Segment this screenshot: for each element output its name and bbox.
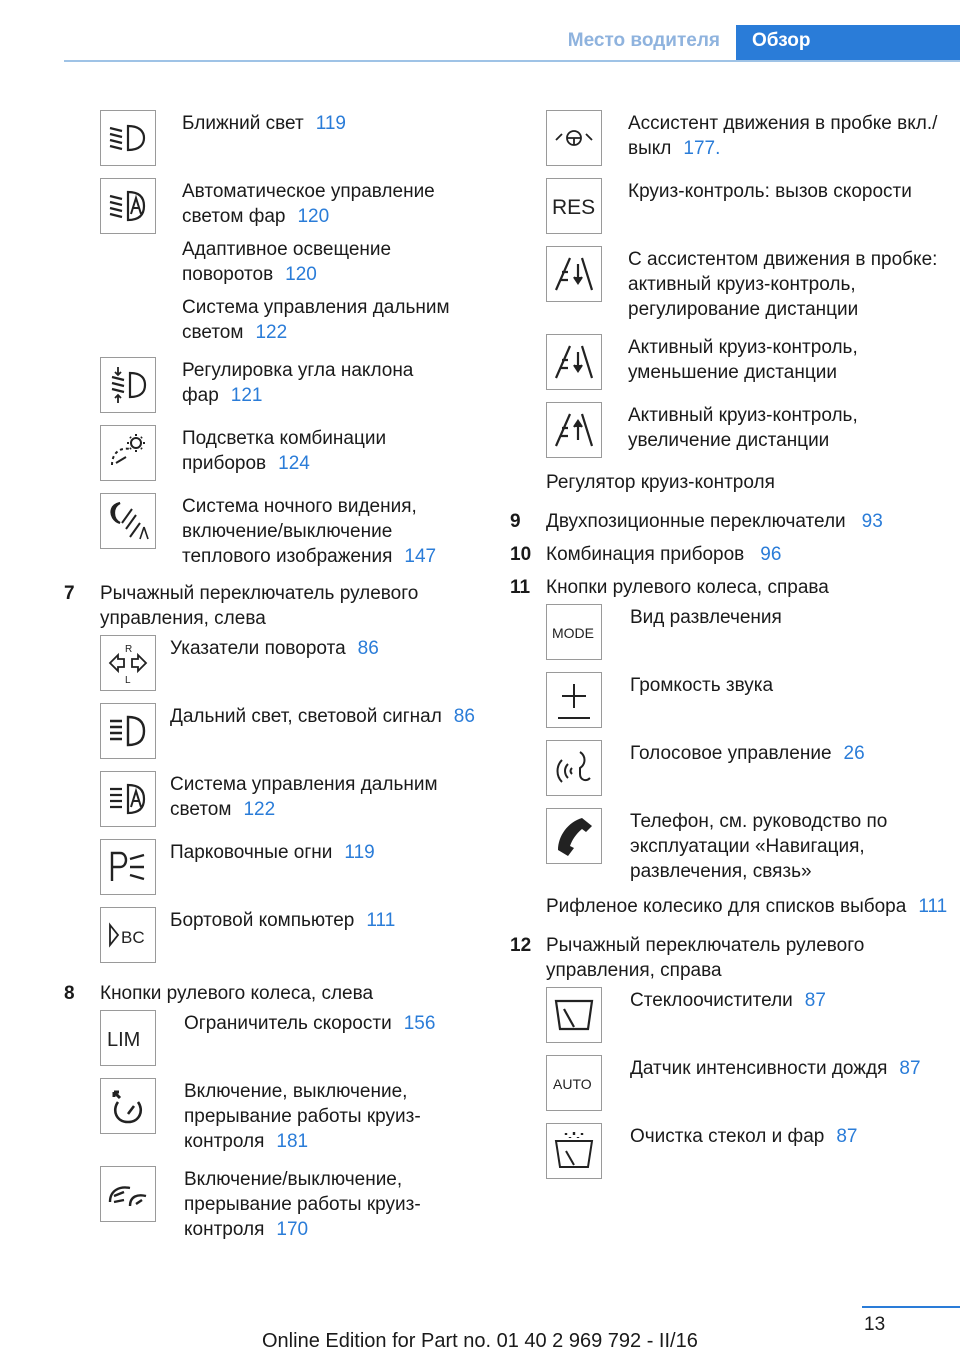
list-item <box>546 672 950 728</box>
item-text: Круиз-контроль: вызов скорости <box>628 181 912 202</box>
group-9-heading <box>510 509 950 534</box>
distance-decrease-icon <box>546 334 602 390</box>
voice-control-icon <box>546 740 602 796</box>
group-11-heading <box>510 575 950 600</box>
item-text: Подсветка комбинации приборов <box>182 428 387 474</box>
item-text: Вид развлечения <box>630 607 782 628</box>
headlight-range-icon <box>100 357 156 413</box>
page-ref-link[interactable]: 122 <box>255 322 288 343</box>
page-ref-link[interactable]: 87 <box>836 1126 858 1147</box>
page-ref-link[interactable]: 122 <box>243 799 276 820</box>
page-ref-link[interactable]: 147 <box>404 546 437 567</box>
active-cruise-icon <box>100 1166 156 1222</box>
group-title: Рычажный переключатель рулевого управления, слева <box>100 583 419 629</box>
mode-icon <box>546 604 602 660</box>
item-text: Активный круиз-контроль, увеличение дистанции <box>628 405 858 451</box>
item-text: Включение, выключение, прерывание работы круиз-контроля <box>184 1081 421 1152</box>
page-ref-link[interactable]: 177. <box>683 138 721 159</box>
washer-icon <box>546 1123 602 1179</box>
page-ref-link[interactable]: 119 <box>344 842 375 863</box>
right-cruise-list <box>510 110 950 458</box>
page-number: 13 <box>864 1314 886 1335</box>
right-lever-list <box>510 987 950 1179</box>
left-lighting-list <box>64 110 484 569</box>
auto-light-icon <box>100 178 156 234</box>
list-item <box>100 357 484 413</box>
header-tab[interactable]: Обзор <box>736 25 960 61</box>
list-item <box>546 334 950 390</box>
icon-label: AUTO <box>553 1076 592 1092</box>
header-section: Место водителя <box>567 30 720 51</box>
group-12-heading <box>510 933 950 983</box>
traffic-jam-assist-icon <box>546 110 602 166</box>
svg-text:BC: BC <box>121 928 145 947</box>
list-item <box>100 1010 484 1066</box>
left-column <box>64 110 484 1254</box>
group-title: Двухпозиционные переключатели <box>546 511 846 532</box>
item-text: Регулировка угла наклона фар <box>182 360 414 406</box>
phone-icon <box>546 808 602 864</box>
item-text: Голосовое управление <box>630 743 832 764</box>
icon-label: MODE <box>552 625 594 641</box>
instrument-lighting-icon <box>100 425 156 481</box>
list-item <box>100 425 484 481</box>
high-beam-assist-icon <box>100 771 156 827</box>
group-title: Кнопки рулевого колеса, справа <box>546 577 829 598</box>
item-text: Система ночного видения, включение/выключение теплового изображения <box>182 496 417 567</box>
onboard-computer-icon <box>100 907 156 963</box>
item-text: Ближний свет <box>182 113 304 134</box>
page-ref-link[interactable]: 96 <box>760 544 782 565</box>
group-number: 10 <box>510 544 532 565</box>
thumbwheel-note <box>546 894 950 919</box>
item-text: Телефон, см. руководство по эксплуатации «Навигация, развлечения, связь» <box>630 811 888 882</box>
footer-divider <box>862 1306 960 1308</box>
list-item <box>100 178 484 345</box>
item-text: Стеклоочистители <box>630 990 793 1011</box>
list-item <box>100 1166 484 1242</box>
page-ref-link[interactable]: 120 <box>285 264 317 285</box>
item-text: Автоматическое управление светом фар <box>182 181 435 227</box>
right-wheel-buttons-list <box>510 604 950 884</box>
item-text: Датчик интенсивности дождя <box>630 1058 888 1079</box>
list-item <box>546 178 950 234</box>
left-wheel-buttons-list <box>64 1010 484 1242</box>
group-title: Рычажный переключатель рулевого управления, справа <box>546 935 865 981</box>
list-item <box>546 987 950 1043</box>
page-ref-link[interactable]: 87 <box>804 990 826 1011</box>
cruise-controller-note: Регулятор круиз-контроля <box>546 472 775 493</box>
page-ref-link[interactable]: 121 <box>230 385 263 406</box>
volume-icon <box>546 672 602 728</box>
page-ref-link[interactable]: 181 <box>276 1131 309 1152</box>
item-text: Громкость звука <box>630 675 774 696</box>
item-text: Указатели поворота <box>170 638 346 659</box>
night-vision-icon <box>100 493 156 549</box>
turn-signal-icon <box>100 635 156 691</box>
list-item <box>546 110 950 166</box>
item-text: Система управления дальним светом <box>170 774 438 820</box>
list-item <box>100 635 484 691</box>
edition-note: Online Edition for Part no. 01 40 2 969 792 - II/16 <box>262 1330 698 1352</box>
low-beam-icon <box>100 110 156 166</box>
item-text: Активный круиз-контроль, уменьшение дистанции <box>628 337 858 383</box>
list-item <box>546 1055 950 1111</box>
distance-increase-icon <box>546 402 602 458</box>
list-item <box>100 493 484 569</box>
group-number: 9 <box>510 511 521 532</box>
list-item <box>100 110 484 166</box>
group-8-heading <box>64 981 484 1006</box>
right-column <box>510 110 950 1191</box>
distance-adjust-icon <box>546 246 602 302</box>
item-text: Ассистент движения в пробке вкл./выкл <box>628 113 938 159</box>
item-text: Бортовой компьютер <box>170 910 355 931</box>
item-text: Очистка стекол и фар <box>630 1126 825 1147</box>
item-text: С ассистентом движения в пробке: активный круиз-контроль, регулирование дистанции <box>628 249 938 320</box>
group-7-heading <box>64 581 484 631</box>
cruise-control-icon <box>100 1078 156 1134</box>
page-ref-link[interactable]: 170 <box>276 1219 309 1240</box>
group-number: 7 <box>64 583 75 604</box>
list-item <box>546 740 950 796</box>
page-ref-link[interactable]: 156 <box>403 1013 436 1034</box>
list-item <box>100 1078 484 1154</box>
group-number: 8 <box>64 983 75 1004</box>
group-number: 12 <box>510 935 532 956</box>
rain-sensor-icon <box>546 1055 602 1111</box>
page-ref-link[interactable]: 111 <box>366 910 396 931</box>
list-item <box>546 604 950 660</box>
icon-label: RES <box>552 196 596 219</box>
page-ref-link[interactable]: 86 <box>453 706 475 727</box>
group-number: 11 <box>510 577 531 598</box>
list-item <box>100 703 484 759</box>
list-item <box>546 808 950 884</box>
item-text: Ограничитель скорости <box>184 1013 392 1034</box>
list-item <box>100 907 484 963</box>
header-divider <box>64 60 960 62</box>
page-ref-link[interactable]: 86 <box>357 638 379 659</box>
high-beam-icon <box>100 703 156 759</box>
icon-label: LIM <box>107 1029 141 1051</box>
page-ref-link[interactable]: 87 <box>899 1058 921 1079</box>
group-10-heading <box>510 542 950 567</box>
svg-text:L: L <box>125 675 131 685</box>
parking-light-icon <box>100 839 156 895</box>
page-ref-link[interactable]: 111 <box>918 896 948 917</box>
list-item <box>100 771 484 827</box>
left-lever-list <box>64 635 484 963</box>
item-text: Дальний свет, световой сигнал <box>170 706 442 727</box>
svg-text:R: R <box>125 644 133 655</box>
page-ref-link[interactable]: 124 <box>278 453 310 474</box>
list-item <box>546 246 950 322</box>
item-text: Парковочные огни <box>170 842 333 863</box>
list-item <box>546 1123 950 1179</box>
page-ref-link[interactable]: 93 <box>861 511 883 532</box>
list-item <box>546 402 950 458</box>
wiper-icon <box>546 987 602 1043</box>
item-text: Адаптивное освещение поворотов <box>182 239 392 285</box>
resume-icon <box>546 178 602 234</box>
speed-limiter-icon <box>100 1010 156 1066</box>
page-ref-link[interactable]: 120 <box>297 206 330 227</box>
group-title: Кнопки рулевого колеса, слева <box>100 983 374 1004</box>
list-item <box>100 839 484 895</box>
page-ref-link[interactable]: 26 <box>843 743 865 764</box>
group-title: Комбинация приборов <box>546 544 745 565</box>
item-text: Система управления дальним светом <box>182 297 450 343</box>
item-text: Включение/выключение, прерывание работы круиз-контроля <box>184 1169 421 1240</box>
note-text: Рифленое колесико для списков выбора <box>546 896 907 917</box>
page-ref-link[interactable]: 119 <box>315 113 346 134</box>
